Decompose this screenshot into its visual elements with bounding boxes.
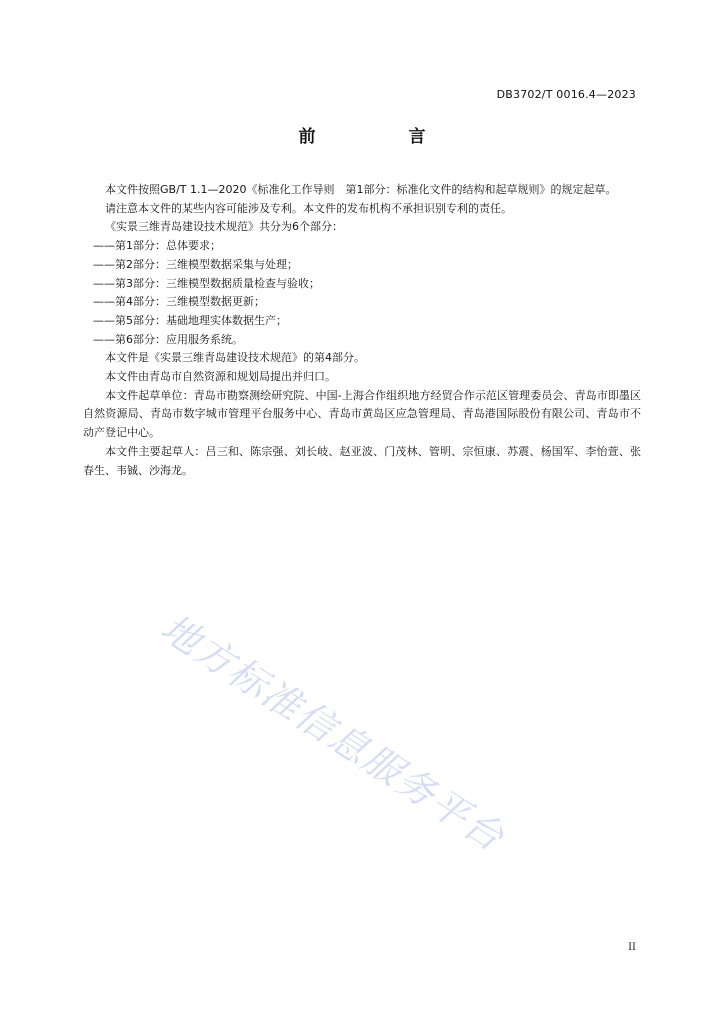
patent-notice-paragraph: 请注意本文件的某些内容可能涉及专利。本文件的发布机构不承担识别专利的责任。: [105, 201, 512, 215]
watermark-text: 地方标准信息服务平台: [153, 605, 513, 861]
drafting-rules-paragraph: 本文件按照GB/T 1.1—2020《标准化工作导则 第1部分：标准化文件的结构和起草规则》的规定起草。: [105, 183, 617, 196]
drafters-paragraph: 本文件主要起草人：吕三和、陈宗强、刘长岐、赵亚波、门茂林、管明、宗恒康、苏震、杨国军、李怡萱、张春生、韦铖、沙海龙。: [83, 444, 641, 477]
page-number: II: [628, 942, 636, 953]
part-list-item: ——第3部分：三维模型数据质量检查与验收；: [93, 276, 320, 290]
part-list-item: ——第6部分：应用服务系统。: [93, 332, 243, 346]
part-list-item: ——第5部分：基础地理实体数据生产；: [93, 313, 287, 327]
proposer-paragraph: 本文件由青岛市自然资源和规划局提出并归口。: [105, 370, 336, 384]
drafting-units-paragraph: 本文件起草单位：青岛市勘察测绘研究院、中国-上海合作组织地方经贸合作示范区管理委员会、青岛市即墨区自然资源局、青岛市数字城市管理平台服务中心、青岛市黄岛区应急管理局、青岛港国际股份有限公司、青岛市不动产登记中心。: [83, 388, 641, 440]
part-list-item: ——第4部分：三维模型数据更新；: [93, 295, 265, 309]
part-list-item: ——第1部分：总体要求；: [93, 239, 221, 253]
part-statement-paragraph: 本文件是《实景三维青岛建设技术规范》的第4部分。: [105, 351, 365, 365]
page-title: 前 言: [298, 127, 464, 147]
part-list-item: ——第2部分：三维模型数据采集与处理；: [93, 257, 298, 271]
document-code: DB3702/T 0016.4—2023: [496, 88, 636, 101]
foreword-body: [83, 181, 641, 480]
parts-intro-paragraph: 《实景三维青岛建设技术规范》共分为6个部分：: [105, 220, 343, 234]
